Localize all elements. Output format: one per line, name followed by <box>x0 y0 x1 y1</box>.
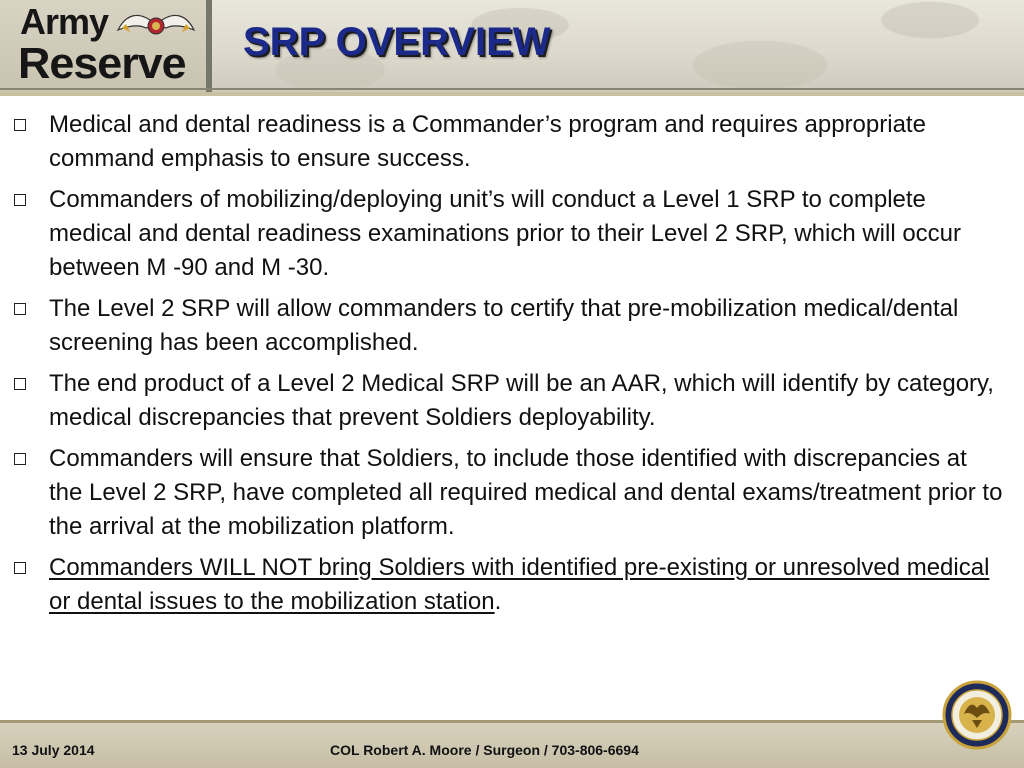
hollow-square-icon <box>14 453 26 465</box>
eagle-emblem-icon <box>116 10 196 42</box>
army-seal-icon <box>942 680 1012 750</box>
army-reserve-logo <box>0 0 212 92</box>
header-band <box>0 0 1024 92</box>
hollow-square-icon <box>14 562 26 574</box>
bullet-list <box>14 108 1004 626</box>
bullet-item <box>14 442 1004 544</box>
bullet-item <box>14 183 1004 285</box>
header-underline <box>0 92 1024 96</box>
bullet-item-emphasis <box>14 551 1004 619</box>
hollow-square-icon <box>14 194 26 206</box>
footer-contact: COL Robert A. Moore / Surgeon / 703-806-6694 <box>330 742 639 758</box>
footer-bar <box>0 720 1024 768</box>
bullet-item <box>14 108 1004 176</box>
bullet-text: Commanders will ensure that Soldiers, to include those identified with discrepancies at the Level 2 SRP, have completed all required medical and dental exams/treatment prior to the arrival at the mobilization platform. <box>49 445 1003 540</box>
bullet-text-tail: . <box>494 588 502 615</box>
logo-text-army: Army <box>20 1 109 42</box>
header-divider <box>0 88 1024 90</box>
bullet-item <box>14 292 1004 360</box>
bullet-item <box>14 367 1004 435</box>
bullet-text: Commanders of mobilizing/deploying unit’s will conduct a Level 1 SRP to complete medical and dental readiness examinations prior to their Level 2 SRP, which will occur between M -90 and M -30. <box>49 186 962 281</box>
hollow-square-icon <box>14 119 26 131</box>
footer-divider <box>0 720 1024 723</box>
footer-date: 13 July 2014 <box>12 742 95 758</box>
hollow-square-icon <box>14 303 26 315</box>
page-title: SRP OVERVIEW <box>243 20 551 64</box>
bullet-text: The end product of a Level 2 Medical SRP will be an AAR, which will identify by category, medical discrepancies that prevent Soldiers deployability. <box>49 370 994 431</box>
bullet-text: Medical and dental readiness is a Commander’s program and requires appropriate command emphasis to ensure success. <box>49 111 926 172</box>
bullet-text: The Level 2 SRP will allow commanders to certify that pre-mobilization medical/dental screening has been accomplished. <box>49 295 959 356</box>
bullet-text-underlined: Commanders WILL NOT bring Soldiers with identified pre-existing or unresolved medical or dental issues to the mobilization station <box>49 554 990 615</box>
hollow-square-icon <box>14 378 26 390</box>
logo-text-reserve: Reserve <box>18 39 186 88</box>
